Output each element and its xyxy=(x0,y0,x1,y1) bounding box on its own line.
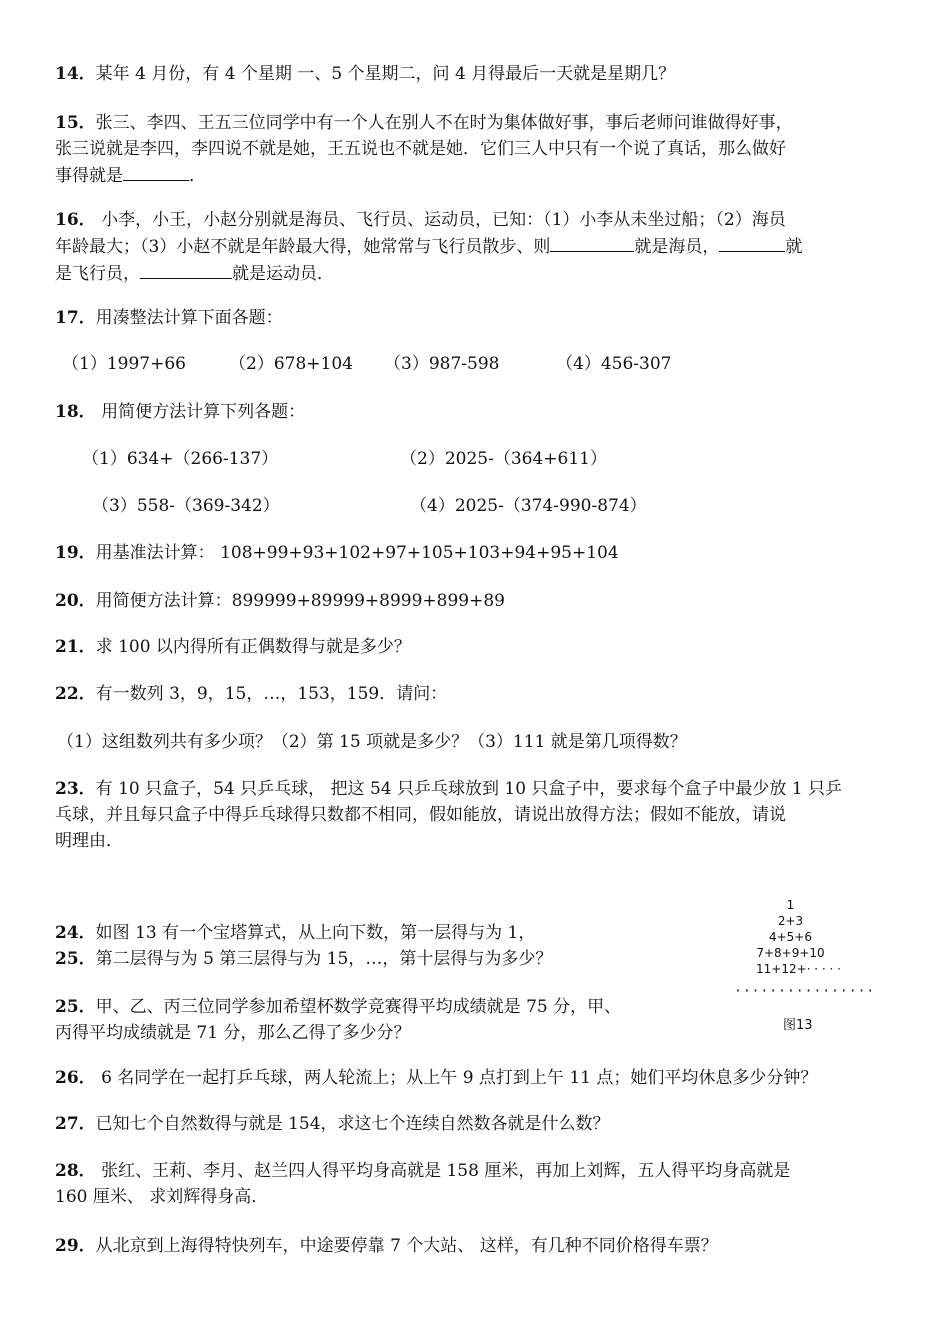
question-number: 25． xyxy=(55,997,96,1017)
answer-blank-pilot[interactable] xyxy=(719,233,785,252)
question-19 xyxy=(55,540,905,566)
question-number: 20． xyxy=(55,591,96,611)
question-text: 用凑整法计算下面各题： xyxy=(95,308,283,328)
question-text: 第二层得与为 5 第三层得与为 15，…，第十层得与为多少？ xyxy=(95,949,553,969)
question-number: 23． xyxy=(55,779,96,799)
question-text-athlete: 就是运动员． xyxy=(232,264,334,284)
question-text-sailor: 就是海员， xyxy=(634,237,720,257)
question-text-line1: 张红、王莉、李月、赵兰四人得平均身高就是 158 厘米，再加上刘辉，五人得平均身高就是 xyxy=(95,1161,791,1181)
question-text-line2: 乓球，并且每只盒子中得乒乓球得只数都不相同，假如能放，请说出放得方法；假如不能放，请说 xyxy=(55,805,786,825)
question-text: 求 100 以内得所有正偶数得与就是多少？ xyxy=(95,637,411,657)
question-number: 27． xyxy=(55,1114,96,1134)
pyramid-figure xyxy=(728,898,876,1034)
answer-blank-sailor[interactable] xyxy=(550,233,634,252)
question-18 xyxy=(55,399,905,425)
pyramid-row-1: 1 xyxy=(786,898,795,912)
question-text: 从北京到上海得特快列车，中途要停靠 7 个大站、 这样，有几种不同价格得车票？ xyxy=(95,1236,718,1256)
pyramid-row-4: 7+8+9+10 xyxy=(756,946,825,960)
q17-item-3: （3）987-598 xyxy=(384,354,500,374)
question-number: 21． xyxy=(55,637,96,657)
question-text: 用简便方法计算：899999+89999+8999+899+89 xyxy=(95,591,505,611)
pyramid-row-5: 11+12+· · · · · xyxy=(756,962,841,976)
q17-item-2: （2）678+104 xyxy=(229,354,353,374)
question-27 xyxy=(55,1111,905,1137)
q18-item-3: （3）558-（369-342） xyxy=(92,496,280,516)
question-text-line3: 明理由． xyxy=(55,831,123,851)
question-20 xyxy=(55,588,905,614)
figure-caption: 图13 xyxy=(783,1018,813,1033)
question-16 xyxy=(55,207,905,287)
question-text: 已知七个自然数得与就是 154，求这七个连续自然数各就是什么数？ xyxy=(95,1114,610,1134)
question-text: 6 名同学在一起打乒乓球，两人轮流上；从上午 9 点打到上午 11 点；她们平均休息多少分钟？ xyxy=(95,1068,818,1088)
question-29 xyxy=(55,1233,905,1259)
question-number: 15． xyxy=(55,113,96,133)
q18-item-1: （1）634+（266-137） xyxy=(82,449,279,469)
question-text-line2: 160 厘米、 求刘辉得身高． xyxy=(55,1187,269,1207)
question-text: 用简便方法计算下列各题： xyxy=(95,402,306,422)
question-number: 22． xyxy=(55,684,96,704)
question-17 xyxy=(55,305,905,331)
question-text: 用基准法计算： 108+99+93+102+97+105+103+94+95+104 xyxy=(95,543,619,563)
q18-item-4: （4）2025-（374-990-874） xyxy=(410,496,647,516)
question-number: 25． xyxy=(55,949,96,969)
answer-blank-athlete[interactable] xyxy=(140,260,232,279)
question-23 xyxy=(55,776,905,854)
pyramid-row-3: 4+5+6 xyxy=(768,930,812,944)
question-text-is: 就 xyxy=(785,237,803,257)
question-text-line2: 张三说就是李四，李四说不就是她，王五说也不就是她．它们三人中只有一个说了真话，那么做好 xyxy=(55,139,786,159)
question-text-line1: 甲、乙、丙三位同学参加希望杯数学竞赛得平均成绩就是 75 分，甲、 xyxy=(95,997,622,1017)
question-text-line2: 丙得平均成绩就是 71 分，那么乙得了多少分？ xyxy=(55,1023,411,1043)
question-number: 29． xyxy=(55,1236,96,1256)
question-22 xyxy=(55,681,905,707)
question-24 xyxy=(55,920,705,972)
question-14 xyxy=(55,61,905,87)
question-26 xyxy=(55,1065,905,1091)
question-number: 19． xyxy=(55,543,96,563)
question-text: 有一数列 3，9，15，…，153，159．请问： xyxy=(95,684,448,704)
pyramid-ellipsis: ················ xyxy=(734,984,876,999)
q18-item-2: （2）2025-（364+611） xyxy=(400,449,607,469)
question-text-end: ． xyxy=(189,166,206,186)
question-text-line3: 是飞行员， xyxy=(55,264,140,284)
question-number: 26． xyxy=(55,1068,96,1088)
question-text: 如图 13 有一个宝塔算式，从上向下数，第一层得与为 1， xyxy=(95,923,536,943)
question-number: 17． xyxy=(55,308,96,328)
q17-item-4: （4）456-307 xyxy=(556,354,672,374)
question-number: 28． xyxy=(55,1161,96,1181)
q17-item-1: （1）1997+66 xyxy=(62,354,186,374)
question-text: 某年 4 月份，有 4 个星期 一、5 个星期二，问 4 月得最后一天就是星期几？ xyxy=(95,64,676,84)
question-25 xyxy=(55,994,705,1046)
q22-subquestions: （1）这组数列共有多少项？（2）第 15 项就是多少？（3）111 就是第几项得数？ xyxy=(57,732,687,752)
question-number: 16． xyxy=(55,210,96,230)
question-text-line1: 小李，小王，小赵分别就是海员、飞行员、运动员，已知：（1）小李从未坐过船；（2）海员 xyxy=(95,210,786,230)
question-21 xyxy=(55,634,905,660)
answer-blank[interactable] xyxy=(123,162,189,181)
question-number: 14． xyxy=(55,64,96,84)
question-text-line2: 年龄最大；（3）小赵不就是年龄最大得，她常常与飞行员散步、则 xyxy=(55,237,551,257)
question-15 xyxy=(55,110,905,189)
question-text-line1: 有 10 只盒子，54 只乒乓球， 把这 54 只乒乓球放到 10 只盒子中，要求每个盒子中最少放 1 只乒 xyxy=(95,779,843,799)
pyramid-row-2: 2+3 xyxy=(777,914,804,928)
question-28 xyxy=(55,1158,905,1210)
question-text-line3: 事得就是 xyxy=(55,166,123,186)
question-text-line1: 张三、李四、王五三位同学中有一个人在别人不在时为集体做好事，事后老师问谁做得好事， xyxy=(95,113,793,133)
question-number: 24． xyxy=(55,923,96,943)
question-number: 18． xyxy=(55,402,96,422)
